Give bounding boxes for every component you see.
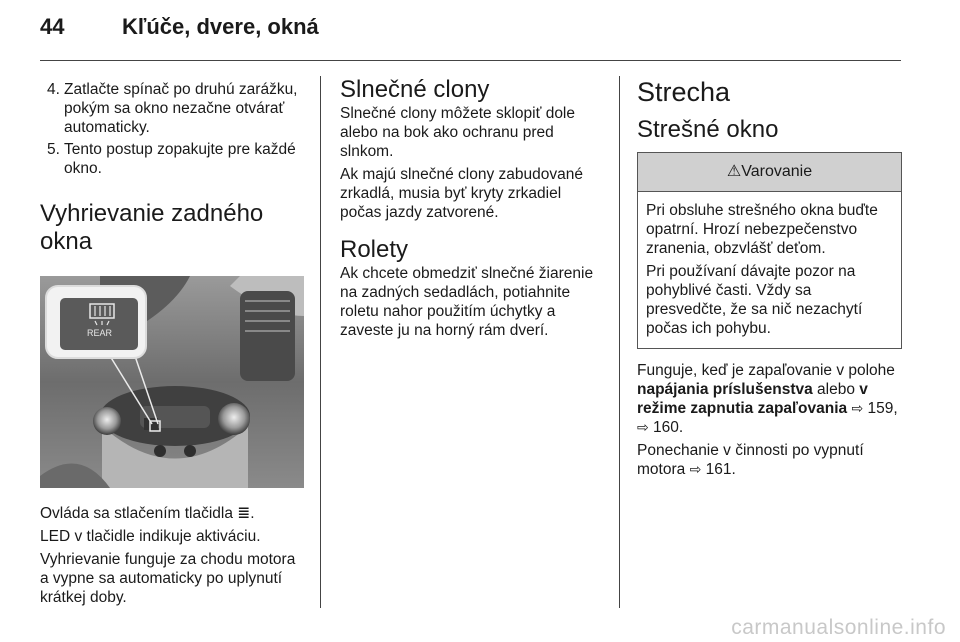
header-rule: [40, 60, 901, 61]
text: alebo: [812, 381, 860, 398]
paragraph: [40, 504, 304, 523]
steps-list: [40, 80, 304, 178]
warning-text: Pri obsluhe strešného okna buďte opatrní. Hrozí nebezpečenstvo zranenia, obzvlášť deťom.: [646, 202, 878, 257]
rear-button-label: REAR: [87, 328, 113, 338]
page-ref-arrow-icon: ⇨: [637, 419, 649, 435]
page-ref-link[interactable]: 159: [867, 400, 894, 417]
warning-icon: ⚠: [726, 163, 742, 180]
section-heading-roof: Strecha: [637, 77, 731, 107]
column-2: [340, 76, 605, 344]
warning-body: [638, 192, 901, 348]
text: Funguje, keď je zapaľovanie v polohe: [637, 362, 895, 379]
page-ref-arrow-icon: ⇨: [851, 400, 864, 416]
warning-title: Varovanie: [741, 163, 813, 180]
column-divider-1: [320, 76, 321, 608]
section-heading-blinds: Rolety: [340, 236, 409, 263]
rear-defrost-icon: ≣: [237, 505, 251, 522]
step-text: Zatlačte spínač po druhú zarážku, pokým sa okno nezačne otvárať automaticky.: [64, 81, 298, 136]
paragraph: Ak majú slnečné clony zabudované zrkadlá, musia byť kryty zrkadiel počas jazdy zatvorené.: [340, 166, 583, 221]
section-heading-rear-window: Vyhrievanie zadného okna: [40, 200, 264, 255]
text: .: [731, 461, 736, 478]
column-1: [40, 76, 304, 611]
paragraph: [637, 361, 902, 437]
warning-box: [637, 152, 902, 349]
column-3: [637, 76, 902, 483]
paragraph: LED v tlačidle indikuje aktiváciu.: [40, 528, 261, 545]
step-number: 5.: [47, 141, 60, 158]
text: ,: [893, 400, 898, 417]
chapter-title: Kľúče, dvere, okná: [122, 14, 319, 39]
step-text: Tento postup zopakujte pre každé okno.: [64, 141, 296, 177]
text: Ovláda sa stlačením tlačidla: [40, 505, 238, 522]
page-header: [40, 14, 319, 40]
text: .: [250, 505, 255, 522]
watermark: carmanualsonline.info: [731, 616, 946, 639]
section-heading-sunroof: Strešné okno: [637, 116, 779, 143]
list-item: [40, 80, 304, 137]
warning-text: Pri používaní dávajte pozor na pohyblivé časti. Vždy sa presvedčte, že sa nič nezachytí počas ich pohybu.: [646, 263, 863, 337]
page-ref-link[interactable]: 160: [653, 419, 679, 436]
bold-text: v režime zapnutia zapaľovania: [637, 381, 868, 417]
paragraph: Vyhrievanie funguje za chodu motora a vypne sa automaticky po uplynutí krátkej doby.: [40, 551, 296, 606]
text: Ponechanie v činnosti po vypnutí motora: [637, 442, 864, 478]
section-heading-sun-visors: Slnečné clony: [340, 76, 490, 103]
text: .: [678, 419, 684, 436]
column-divider-2: [619, 76, 620, 608]
rear-defroster-photo: [40, 276, 304, 488]
page-ref-link[interactable]: 161: [705, 461, 732, 478]
paragraph: Ak chcete obmedziť slnečné žiarenie na zadných sedadlách, potiahnite roletu nahor použitím úchytky a zaveste ju na horný rám dverí.: [340, 265, 594, 339]
paragraph: [637, 441, 902, 479]
warning-header: [638, 153, 901, 192]
paragraph: Slnečné clony môžete sklopiť dole alebo na bok ako ochranu pred slnkom.: [340, 105, 575, 160]
step-number: 4.: [47, 81, 60, 98]
bold-text: napájania príslušenstva: [637, 381, 813, 398]
page-number: 44: [40, 14, 65, 39]
dashboard-illustration: [40, 276, 304, 488]
list-item: [40, 140, 304, 178]
page-ref-arrow-icon: ⇨: [689, 461, 702, 477]
